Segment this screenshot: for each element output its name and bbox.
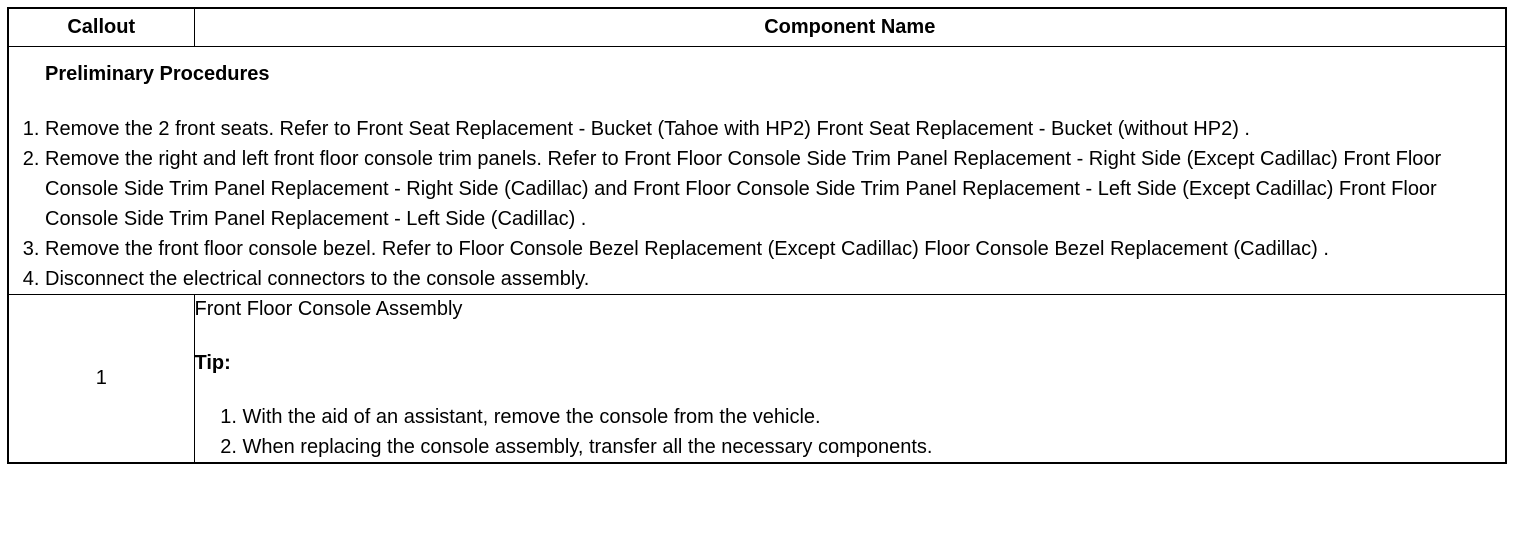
table-row: [8, 295, 1506, 464]
tip-label: Tip:: [194, 352, 231, 374]
preliminary-step: 2. Remove the right and left front floor console trim panels. Refer to Front Floor Console Side Trim Panel Replacement - Right Side (Except Cadillac) Front Floor Console Side Trim Panel Replacement - Right Side (Cadillac) and Front Floor Console Side Trim Panel Replacement - Left Side (Except Cadillac) Front Floor Console Side Trim Panel Replacement - Left Side (Cadillac) .: [45, 144, 1505, 234]
tip-item: 2. When replacing the console assembly, transfer all the necessary components.: [243, 432, 1506, 462]
preliminary-row: [8, 47, 1506, 295]
callout-cell: 1: [8, 295, 194, 464]
preliminary-cell: [8, 47, 1506, 295]
component-cell: [194, 295, 1506, 464]
preliminary-step: 1. Remove the 2 front seats. Refer to Front Seat Replacement - Bucket (Tahoe with HP2) Front Seat Replacement - Bucket (without HP2) .: [45, 114, 1505, 144]
preliminary-step: 4. Disconnect the electrical connectors to the console assembly.: [45, 264, 1505, 294]
tip-list: [195, 402, 1506, 462]
preliminary-title: Preliminary Procedures: [45, 63, 270, 85]
header-component-name: Component Name: [194, 8, 1506, 47]
header-row: [8, 8, 1506, 47]
preliminary-steps: [9, 114, 1505, 294]
procedure-table: [7, 7, 1507, 464]
tip-item: 1. With the aid of an assistant, remove the console from the vehicle.: [243, 402, 1506, 432]
component-name: Front Floor Console Assembly: [194, 298, 463, 320]
preliminary-step: 3. Remove the front floor console bezel. Refer to Floor Console Bezel Replacement (Except Cadillac) Floor Console Bezel Replacement (Cadillac) .: [45, 234, 1505, 264]
header-callout: Callout: [8, 8, 194, 47]
